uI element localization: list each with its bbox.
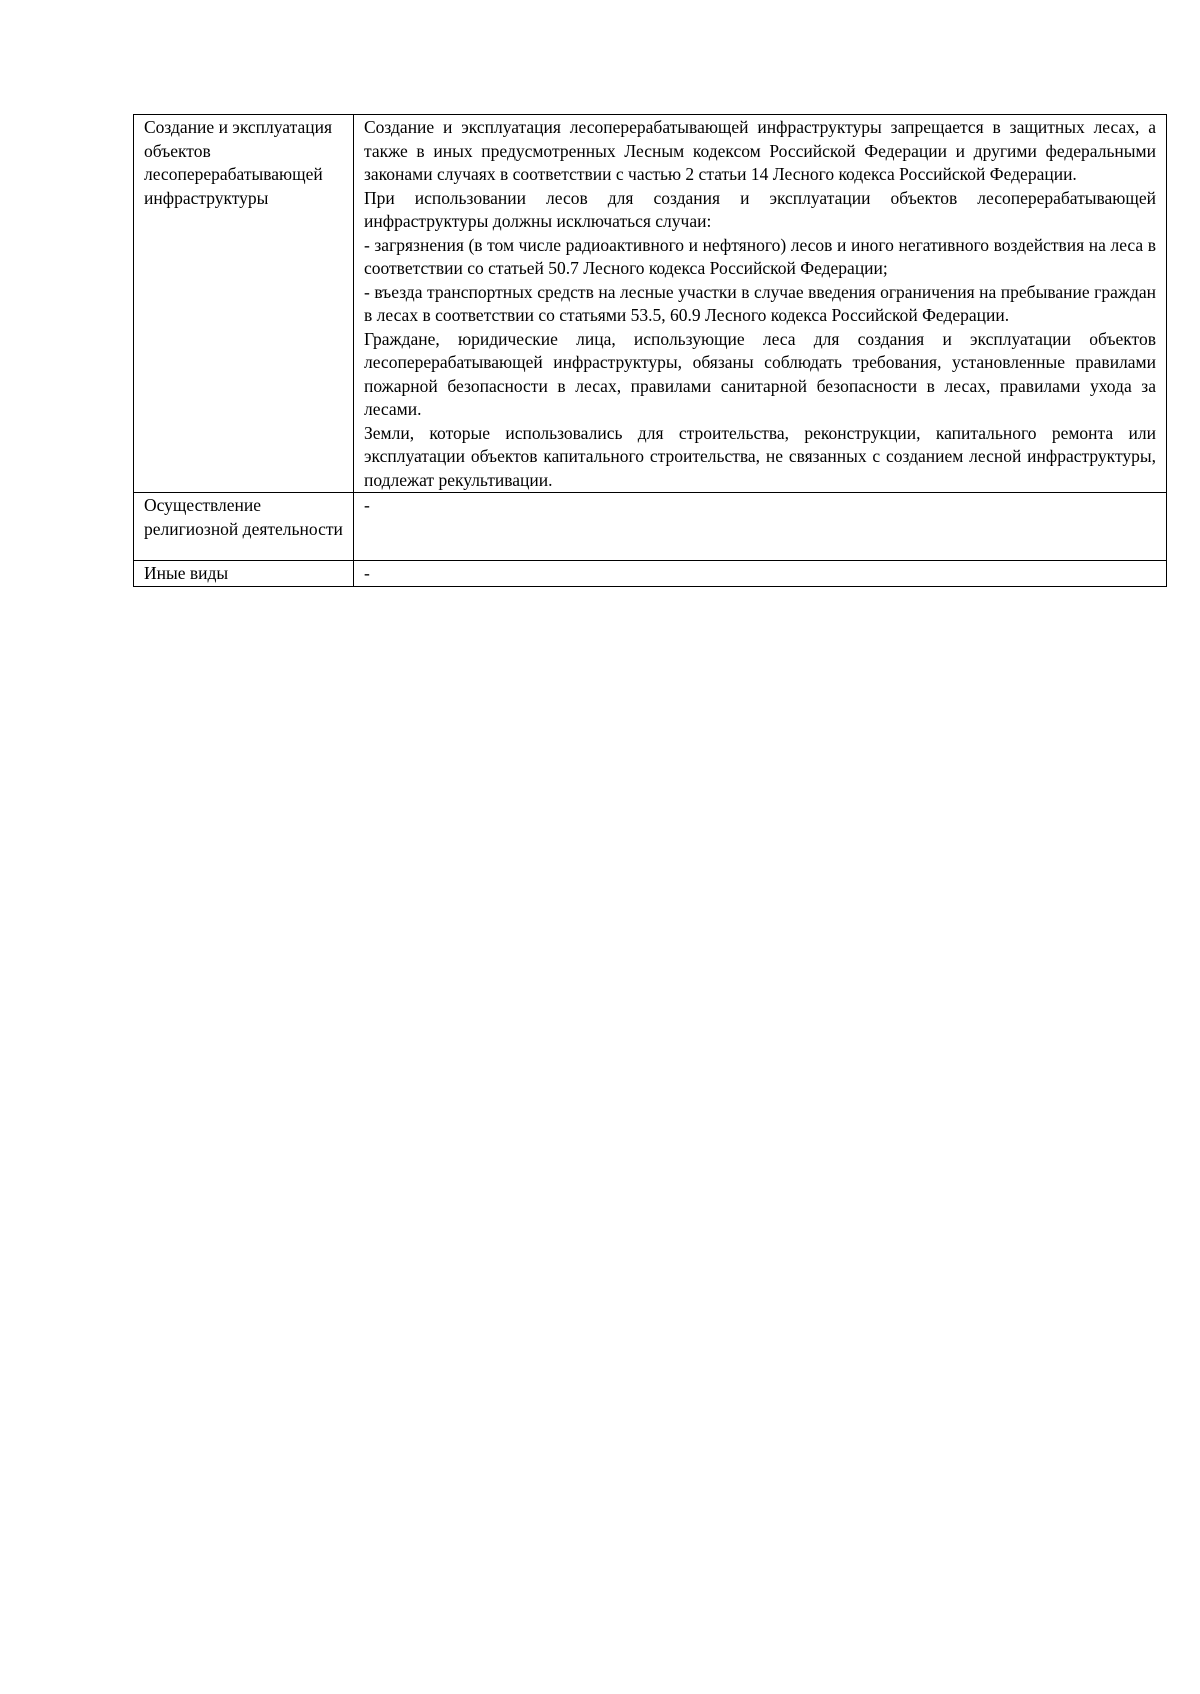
regulations-table — [133, 114, 1167, 587]
usage-type-cell — [134, 115, 354, 493]
requirement-paragraph: Граждане, юридические лица, использующие леса для создания и эксплуатации объектов лесоперерабатывающей инфраструктуры, обязаны соблюдать требования, установленные правилами пожарной безопасности в лесах, правилами санитарной безопасности в лесах, правилами ухода за лесами. — [364, 328, 1156, 419]
usage-type-cell — [134, 493, 354, 561]
usage-type-label: Иные виды — [144, 563, 229, 583]
requirement-paragraph: - въезда транспортных средств на лесные участки в случае введения ограничения на пребывание граждан в лесах в соответствии со статьями 53.5, 60.9 Лесного кодекса Российской Федерации. — [364, 281, 1156, 325]
requirement-value: - — [364, 563, 370, 583]
requirement-paragraph: - загрязнения (в том числе радиоактивного и нефтяного) лесов и иного негативного воздействия на леса в соответствии со статьей 50.7 Лесного кодекса Российской Федерации; — [364, 234, 1156, 278]
usage-type-label: Осуществление религиозной деятельности — [144, 495, 343, 539]
requirements-cell — [354, 561, 1167, 587]
requirement-paragraph: При использовании лесов для создания и эксплуатации объектов лесоперерабатывающей инфраструктуры должны исключаться случаи: — [364, 187, 1156, 231]
requirement-paragraph: Создание и эксплуатация лесоперерабатывающей инфраструктуры запрещается в защитных лесах, а также в иных предусмотренных Лесным кодексом Российской Федерации и другими федеральными законами случаях в соответствии с частью 2 статьи 14 Лесного кодекса Российской Федерации. — [364, 117, 1156, 184]
requirements-cell — [354, 115, 1167, 493]
requirements-cell — [354, 493, 1167, 561]
requirement-paragraph: Земли, которые использовались для строительства, реконструкции, капитального ремонта или эксплуатации объектов капитального строительства, не связанных с созданием лесной инфраструктуры, подлежат рекультивации. — [364, 422, 1156, 490]
usage-type-cell — [134, 561, 354, 587]
table-row — [134, 493, 1167, 561]
table-row — [134, 115, 1167, 493]
requirement-value: - — [364, 495, 370, 515]
usage-type-label: Создание и эксплуатация объектов лесоперерабатывающей инфраструктуры — [144, 117, 332, 208]
table-row — [134, 561, 1167, 587]
